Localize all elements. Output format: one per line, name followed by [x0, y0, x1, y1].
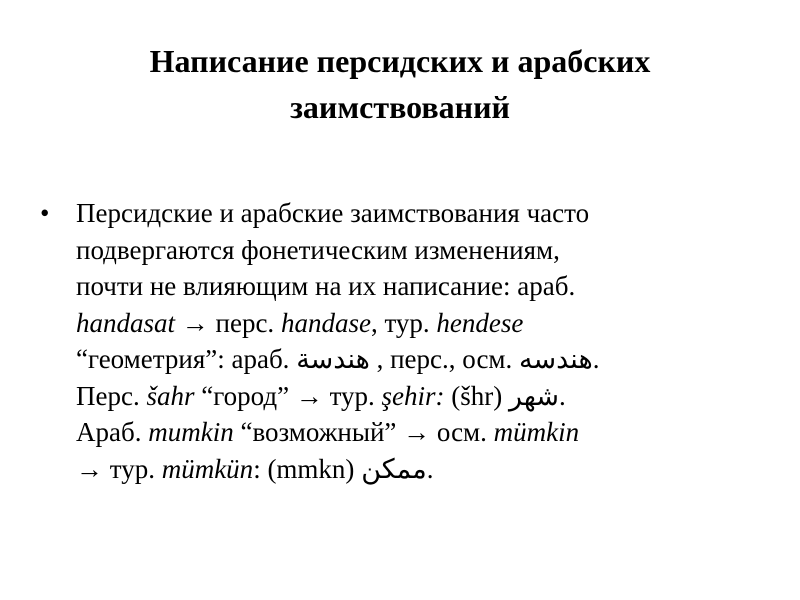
word-hendese: hendese: [436, 307, 524, 338]
word-mumkun: mümkün: [161, 453, 254, 484]
text-fragment: , перс., осм.: [369, 344, 520, 374]
text-fragment: Перс.: [76, 380, 147, 411]
bullet-marker: •: [40, 198, 50, 228]
word-handasat: handasat: [76, 307, 176, 338]
text-fragment: → перс.: [175, 307, 281, 338]
text-fragment: Араб.: [76, 417, 149, 447]
text-line-3: почти не влияющим на их написание: араб.: [76, 271, 576, 301]
arabic-word-handasa: هندسة: [296, 344, 370, 374]
text-fragment: , тур.: [370, 307, 437, 338]
text-line-4: [76, 305, 766, 342]
slide-title: [40, 38, 760, 130]
text-line-2: подвергаются фонетическим изменениям,: [76, 234, 560, 265]
text-fragment: .: [592, 344, 600, 374]
bullet-paragraph: [76, 195, 766, 487]
text-line-8: [76, 451, 766, 488]
text-fragment: “геометрия”: араб.: [76, 344, 297, 374]
text-fragment: “возможный” → осм.: [233, 417, 494, 447]
word-sahr: šahr: [146, 380, 195, 411]
word-mumkin: mumkin: [148, 417, 234, 447]
text-line-5: [76, 341, 766, 378]
word-mumkin-osm: mümkin: [493, 417, 580, 447]
word-handase: handase: [280, 307, 371, 338]
persian-word-handase: هندسه: [519, 344, 593, 374]
title-line-2: заимствований: [290, 89, 510, 125]
arabic-word-shahr: شهر: [509, 380, 559, 411]
text-fragment: .: [558, 380, 566, 411]
text-line-6: [76, 378, 766, 415]
text-fragment: “город” → тур.: [194, 380, 382, 411]
arabic-word-mumkin: ممكن: [361, 453, 427, 484]
text-fragment: → тур.: [76, 453, 162, 484]
text-line-7: [76, 414, 766, 451]
title-line-1: Написание персидских и арабских: [149, 43, 651, 79]
text-fragment: (šhr): [444, 380, 509, 411]
text-fragment: .: [426, 453, 434, 484]
word-sehir: şehir:: [381, 380, 445, 411]
text-fragment: : (mmkn): [253, 453, 362, 484]
text-line-1: Персидские и арабские заимствования часто: [76, 198, 590, 228]
